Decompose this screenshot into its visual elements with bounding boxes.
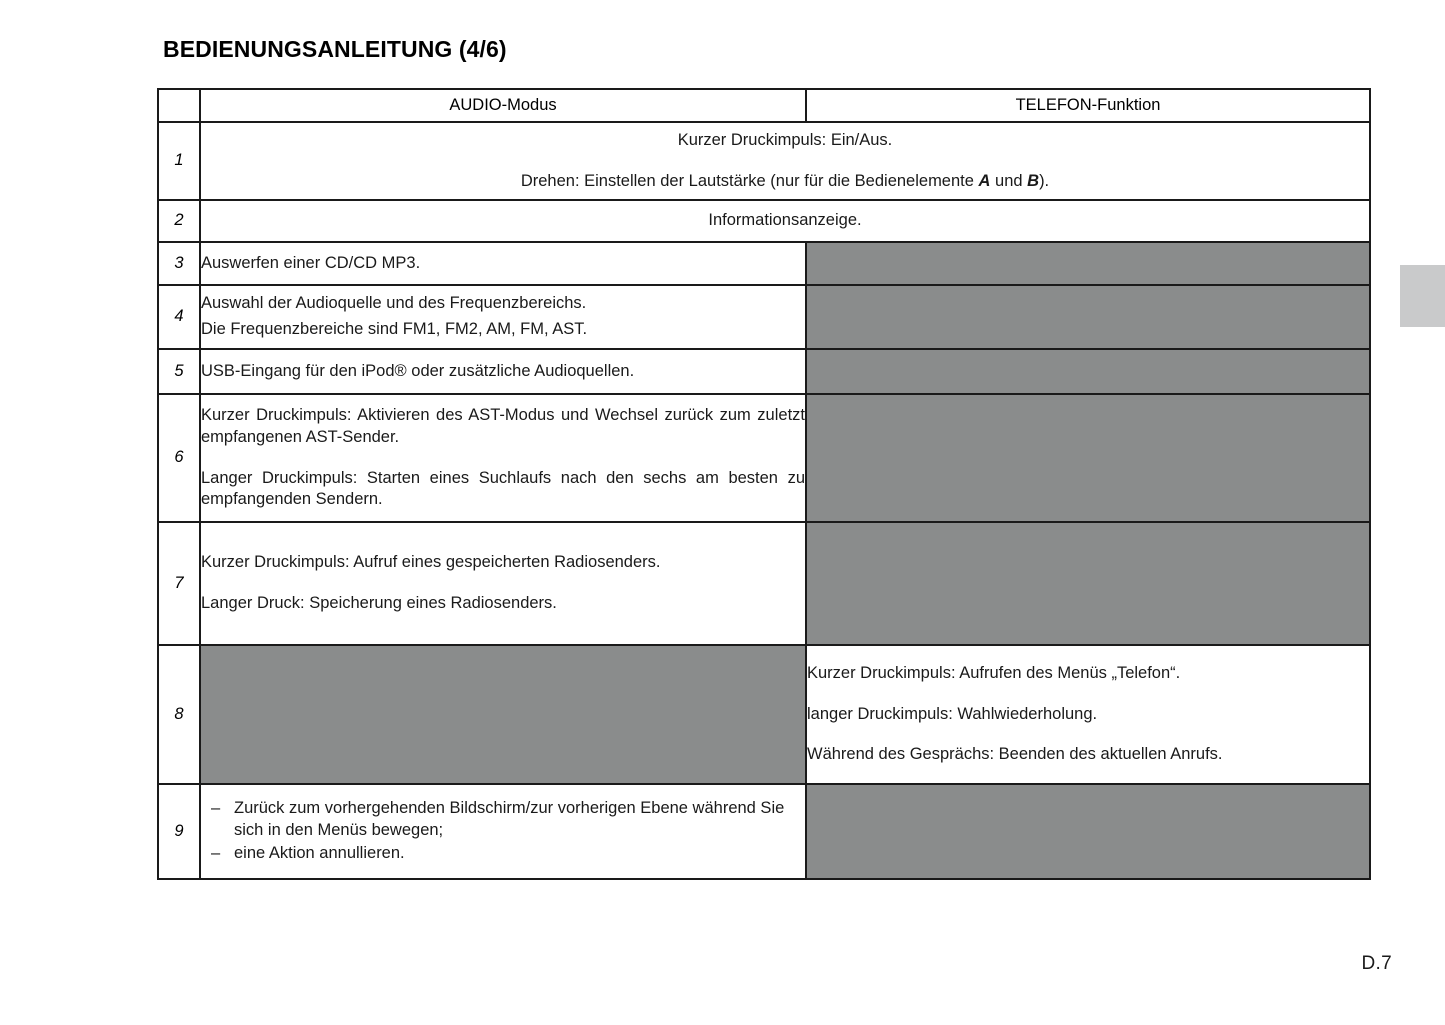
row-4-audio-line-1: Auswahl der Audioquelle und des Frequenzbereichs. (201, 294, 587, 313)
row-2-line-1: Informationsanzeige. (708, 211, 862, 230)
row-number: 5 (158, 349, 200, 394)
list-item (201, 843, 805, 865)
row-1-line-2-prefix: Drehen: Einstellen der Lautstärke (nur für die Bedienelemente (520, 171, 979, 190)
row-1-line-2-suffix: ). (1039, 171, 1050, 190)
row-9-audio-content (200, 784, 806, 879)
header-audio-mode: AUDIO-Modus (200, 89, 806, 122)
page-title: BEDIENUNGSANLEITUNG (4/6) (163, 36, 507, 62)
row-5-phone-content-blank (806, 349, 1370, 394)
row-1-line-1: Kurzer Druckimpuls: Ein/Aus. (677, 130, 893, 149)
table-row (158, 645, 1370, 784)
row-1-content (200, 122, 1370, 200)
row-1-line-2-mid: und (990, 171, 1028, 190)
row-6-audio-content (200, 394, 806, 522)
row-number: 7 (158, 522, 200, 645)
row-3-phone-content-blank (806, 242, 1370, 285)
row-1-line-2 (201, 171, 1369, 193)
list-item (201, 798, 805, 842)
row-4-audio-line-2: Die Frequenzbereiche sind FM1, FM2, AM, FM, AST. (201, 320, 588, 338)
row-number: 2 (158, 200, 200, 242)
row-4-audio-content (200, 285, 806, 349)
dash-bullet-icon: – (211, 798, 221, 817)
row-3-audio-line-1: Auswerfen einer CD/CD MP3. (201, 253, 421, 272)
row-number: 8 (158, 645, 200, 784)
dash-bullet-icon: – (211, 844, 221, 863)
row-5-audio-content (200, 349, 806, 394)
table-row (158, 349, 1370, 394)
row-4-phone-content-blank (806, 285, 1370, 349)
row-7-audio-line-2: Langer Druck: Speicherung eines Radiosenders. (201, 594, 557, 612)
row-number: 9 (158, 784, 200, 879)
row-8-phone-line-1: Kurzer Druckimpuls: Aufrufen des Menüs „Telefon“. (807, 663, 1181, 682)
row-number: 3 (158, 242, 200, 285)
table-row (158, 200, 1370, 242)
row-9-bullet-list (201, 798, 805, 865)
header-phone-function: TELEFON-Funktion (806, 89, 1370, 122)
row-7-audio-line-1: Kurzer Druckimpuls: Aufruf eines gespeicherten Radiosenders. (201, 553, 661, 572)
row-9-bullet-2-text: eine Aktion annullieren. (234, 844, 405, 863)
control-label-b: B (1027, 171, 1040, 190)
row-8-phone-line-2: langer Druckimpuls: Wahlwiederholung. (807, 704, 1098, 723)
row-5-audio-line-1: USB-Eingang für den iPod® oder zusätzliche Audioquellen. (201, 361, 635, 380)
header-number-column (158, 89, 200, 122)
row-6-audio-line-2: Langer Druckimpuls: Starten eines Suchlaufs nach den sechs am besten zu empfangenden Sendern. (201, 468, 805, 509)
table-row (158, 285, 1370, 349)
row-8-audio-content-blank (200, 645, 806, 784)
row-number: 1 (158, 122, 200, 200)
row-7-audio-content (200, 522, 806, 645)
row-9-bullet-1-text: Zurück zum vorhergehenden Bildschirm/zur vorherigen Ebene während Sie sich in den Menüs bewegen; (234, 798, 785, 839)
table-row (158, 122, 1370, 200)
row-7-phone-content-blank (806, 522, 1370, 645)
footer-page-number: D.7 (1361, 953, 1392, 974)
row-9-phone-content-blank (806, 784, 1370, 879)
controls-specification-table (157, 88, 1371, 880)
row-number: 6 (158, 394, 200, 522)
row-2-content (200, 200, 1370, 242)
control-label-a: A (978, 171, 991, 190)
table-row (158, 522, 1370, 645)
table-row (158, 394, 1370, 522)
margin-index-tab (1400, 265, 1445, 327)
table-header-row (158, 89, 1370, 122)
row-8-phone-content (806, 645, 1370, 784)
row-3-audio-content (200, 242, 806, 285)
table-row (158, 784, 1370, 879)
row-number: 4 (158, 285, 200, 349)
row-6-audio-line-1: Kurzer Druckimpuls: Aktivieren des AST-Modus und Wechsel zurück zum zuletzt empfangenen AST-Sender. (201, 405, 805, 446)
table-row (158, 242, 1370, 285)
row-8-phone-line-3: Während des Gesprächs: Beenden des aktuellen Anrufs. (807, 745, 1223, 764)
row-6-phone-content-blank (806, 394, 1370, 522)
